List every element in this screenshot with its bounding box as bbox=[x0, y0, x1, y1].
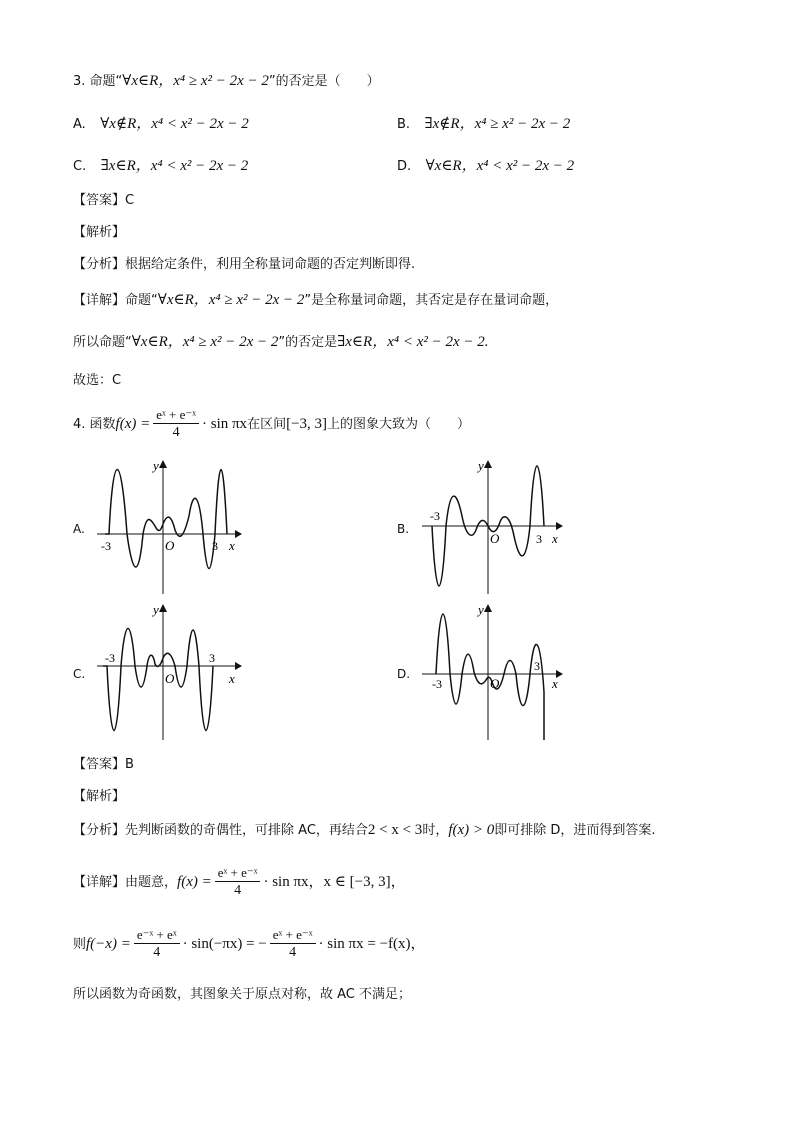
pos3-label: 3 bbox=[212, 539, 218, 553]
fraction-denominator: 4 bbox=[153, 944, 161, 960]
graph-option-b-label: B. bbox=[397, 522, 410, 536]
analysis-tag: 【解析】 bbox=[73, 789, 126, 804]
ze-fraction-2 bbox=[270, 927, 316, 962]
q4-stem-fx: f(x) = bbox=[115, 416, 151, 432]
q4-fenxi bbox=[73, 820, 656, 841]
q3-xiangjie-2 bbox=[73, 332, 489, 353]
xiangjie-text: 命题“ bbox=[125, 293, 158, 308]
curve-c bbox=[103, 629, 213, 731]
answer-value: B bbox=[125, 757, 134, 772]
fenxi-text: 即可排除 D，进而得到答案. bbox=[494, 823, 656, 838]
graph-option-b bbox=[420, 456, 570, 598]
q3-xiangjie-1 bbox=[73, 290, 558, 311]
q3-analysis bbox=[73, 222, 125, 243]
fraction-numerator: eˣ + e⁻ˣ bbox=[215, 865, 261, 882]
q3-answer bbox=[73, 190, 134, 211]
q4-last bbox=[73, 984, 411, 1005]
xiangjie-text: 所以命题“ bbox=[73, 335, 132, 350]
neg3-label: -3 bbox=[430, 509, 440, 523]
y-axis-arrow-icon bbox=[159, 604, 167, 612]
q3-stem-math: ∀x∈R，x⁴ ≥ x² − 2x − 2 bbox=[122, 73, 269, 89]
q4-stem-prefix: 4. 函数 bbox=[73, 417, 116, 432]
xiangjie-math: ∀x∈R，x⁴ ≥ x² − 2x − 2 bbox=[157, 292, 305, 308]
origin-label: O bbox=[165, 671, 175, 686]
q4-analysis bbox=[73, 786, 125, 807]
pos3-label: 3 bbox=[534, 659, 540, 673]
option-math: ∀x∉R，x⁴ < x² − 2x − 2 bbox=[100, 116, 249, 132]
x-label: x bbox=[552, 531, 558, 546]
y-label: y bbox=[153, 458, 159, 473]
analysis-tag: 【解析】 bbox=[73, 225, 126, 240]
ze-fraction-1 bbox=[134, 927, 180, 962]
answer-tag: 【答案】 bbox=[73, 757, 126, 772]
q4-xiangjie-1 bbox=[73, 862, 406, 903]
q4-stem-suffix: 上的图象大致为（ ） bbox=[327, 417, 471, 432]
q4-ze bbox=[73, 924, 426, 965]
fraction-numerator: eˣ + e⁻ˣ bbox=[153, 407, 199, 424]
xiangjie-text: ”的否定是 bbox=[278, 335, 338, 350]
xiangjie-tag: 【详解】 bbox=[73, 875, 126, 890]
q4-stem-fraction bbox=[153, 407, 199, 442]
y-label: y bbox=[478, 602, 484, 617]
fenxi-tag: 【分析】 bbox=[73, 257, 126, 272]
x-axis-arrow-icon bbox=[235, 530, 242, 538]
option-label: C. bbox=[73, 159, 87, 174]
q3-option-b bbox=[397, 114, 570, 135]
x-label: x bbox=[229, 671, 235, 686]
q3-option-c bbox=[73, 156, 248, 177]
fenxi-tag: 【分析】 bbox=[73, 823, 126, 838]
xiangjie-fraction bbox=[215, 865, 261, 900]
fenxi-text: 时， bbox=[422, 823, 449, 838]
x-label: x bbox=[229, 538, 235, 553]
y-axis-arrow-icon bbox=[159, 460, 167, 468]
y-axis-arrow-icon bbox=[484, 604, 492, 612]
fraction-denominator: 4 bbox=[172, 424, 180, 440]
ze-math: · sin(−πx) = − bbox=[182, 936, 267, 952]
q3-fenxi bbox=[73, 254, 415, 275]
y-label: y bbox=[478, 458, 484, 473]
option-label: D. bbox=[397, 159, 412, 174]
q4-stem-interval: [−3, 3] bbox=[286, 416, 328, 432]
fenxi-text: 根据给定条件，利用全称量词命题的否定判断即得. bbox=[125, 257, 416, 272]
xiangjie-math: ∃x∈R，x⁴ < x² − 2x − 2. bbox=[337, 334, 489, 350]
ze-math: f(−x) = bbox=[86, 936, 131, 952]
answer-tag: 【答案】 bbox=[73, 193, 126, 208]
fraction-denominator: 4 bbox=[289, 944, 297, 960]
q4-stem bbox=[73, 404, 470, 445]
conclusion-text: 故选：C bbox=[73, 373, 122, 388]
q3-conclusion bbox=[73, 370, 121, 391]
y-label: y bbox=[153, 602, 159, 617]
fraction-numerator: eˣ + e⁻ˣ bbox=[270, 927, 316, 944]
q4-stem-tail: · sin πx bbox=[201, 416, 248, 432]
option-math: ∃x∈R，x⁴ < x² − 2x − 2 bbox=[100, 158, 249, 174]
xiangjie-text: 由题意， bbox=[125, 875, 178, 890]
x-axis-arrow-icon bbox=[235, 662, 242, 670]
q4-answer bbox=[73, 754, 134, 775]
origin-label: O bbox=[490, 676, 500, 691]
xiangjie-tag: 【详解】 bbox=[73, 293, 126, 308]
xiangjie-math: · sin πx，x ∈ [−3, 3]， bbox=[263, 874, 406, 890]
x-axis-arrow-icon bbox=[556, 522, 563, 530]
neg3-label: -3 bbox=[432, 677, 442, 691]
xiangjie-math: f(x) = bbox=[177, 874, 212, 890]
pos3-label: 3 bbox=[536, 532, 542, 546]
origin-label: O bbox=[490, 531, 500, 546]
pos3-label: 3 bbox=[209, 651, 215, 665]
q3-option-a bbox=[73, 114, 249, 135]
xiangjie-math: ∀x∈R，x⁴ ≥ x² − 2x − 2 bbox=[131, 334, 279, 350]
neg3-label: -3 bbox=[101, 539, 111, 553]
neg3-label: -3 bbox=[105, 651, 115, 665]
fraction-numerator: e⁻ˣ + eˣ bbox=[134, 927, 180, 944]
fraction-denominator: 4 bbox=[234, 882, 242, 898]
y-axis-arrow-icon bbox=[484, 460, 492, 468]
last-text: 所以函数为奇函数，其图象关于原点对称，故 AC 不满足； bbox=[73, 987, 412, 1002]
option-math: ∃x∉R，x⁴ ≥ x² − 2x − 2 bbox=[424, 116, 571, 132]
fenxi-math: f(x) > 0 bbox=[448, 822, 495, 838]
graph-option-c bbox=[95, 602, 245, 744]
q3-stem-suffix: ”的否定是（ ） bbox=[268, 74, 380, 89]
ze-math: · sin πx = −f(x)， bbox=[318, 936, 426, 952]
q3-option-d bbox=[397, 156, 574, 177]
graph-option-a-label: A. bbox=[73, 522, 85, 536]
curve-a bbox=[105, 470, 227, 569]
option-label: B. bbox=[397, 117, 411, 132]
graph-option-d bbox=[420, 602, 570, 744]
fenxi-text: 先判断函数的奇偶性，可排除 AC，再结合 bbox=[125, 823, 368, 838]
graph-option-c-label: C. bbox=[73, 667, 86, 681]
q4-stem-mid: 在区间 bbox=[247, 417, 287, 432]
graph-option-a bbox=[95, 456, 245, 598]
origin-label: O bbox=[165, 538, 175, 553]
option-math: ∀x∈R，x⁴ < x² − 2x − 2 bbox=[425, 158, 575, 174]
ze-text: 则 bbox=[73, 937, 87, 952]
fenxi-math: 2 < x < 3 bbox=[367, 822, 423, 838]
graph-option-d-label: D. bbox=[397, 667, 411, 681]
q3-stem-prefix: 3. 命题“ bbox=[73, 74, 123, 89]
option-label: A. bbox=[73, 117, 86, 132]
xiangjie-text: ”是全称量词命题，其否定是存在量词命题， bbox=[304, 293, 559, 308]
x-label: x bbox=[552, 676, 558, 691]
q3-stem bbox=[73, 71, 380, 92]
answer-value: C bbox=[125, 193, 135, 208]
